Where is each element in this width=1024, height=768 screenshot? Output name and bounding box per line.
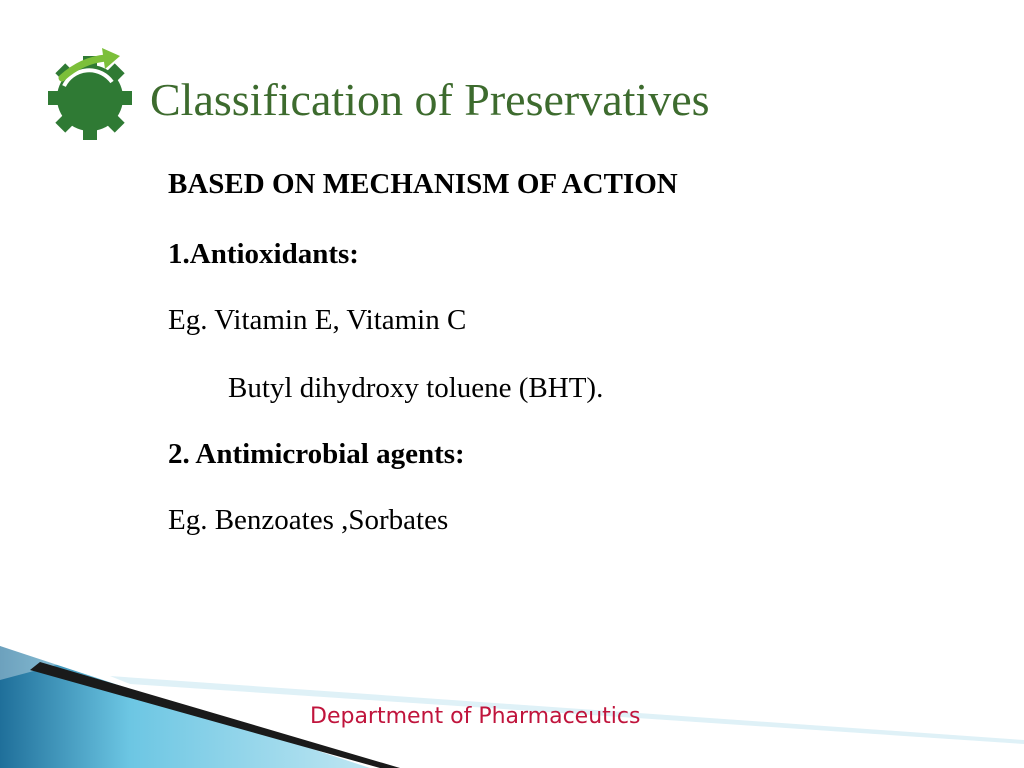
antioxidants-heading: 1.Antioxidants:: [168, 238, 359, 270]
arrow-head: [102, 48, 120, 69]
gear-with-arrow-icon: [48, 42, 132, 140]
antimicrobial-example: Eg. Benzoates ,Sorbates: [168, 504, 449, 536]
antioxidants-example: Eg. Vitamin E, Vitamin C: [168, 304, 467, 336]
section-heading: BASED ON MECHANISM OF ACTION: [168, 168, 678, 200]
antimicrobial-heading: 2. Antimicrobial agents:: [168, 438, 465, 470]
slide-title: Classification of Preservatives: [150, 74, 710, 125]
antioxidants-example-continued: Butyl dihydroxy toluene (BHT).: [228, 372, 604, 404]
footer-department: Department of Pharmaceutics: [310, 704, 641, 729]
